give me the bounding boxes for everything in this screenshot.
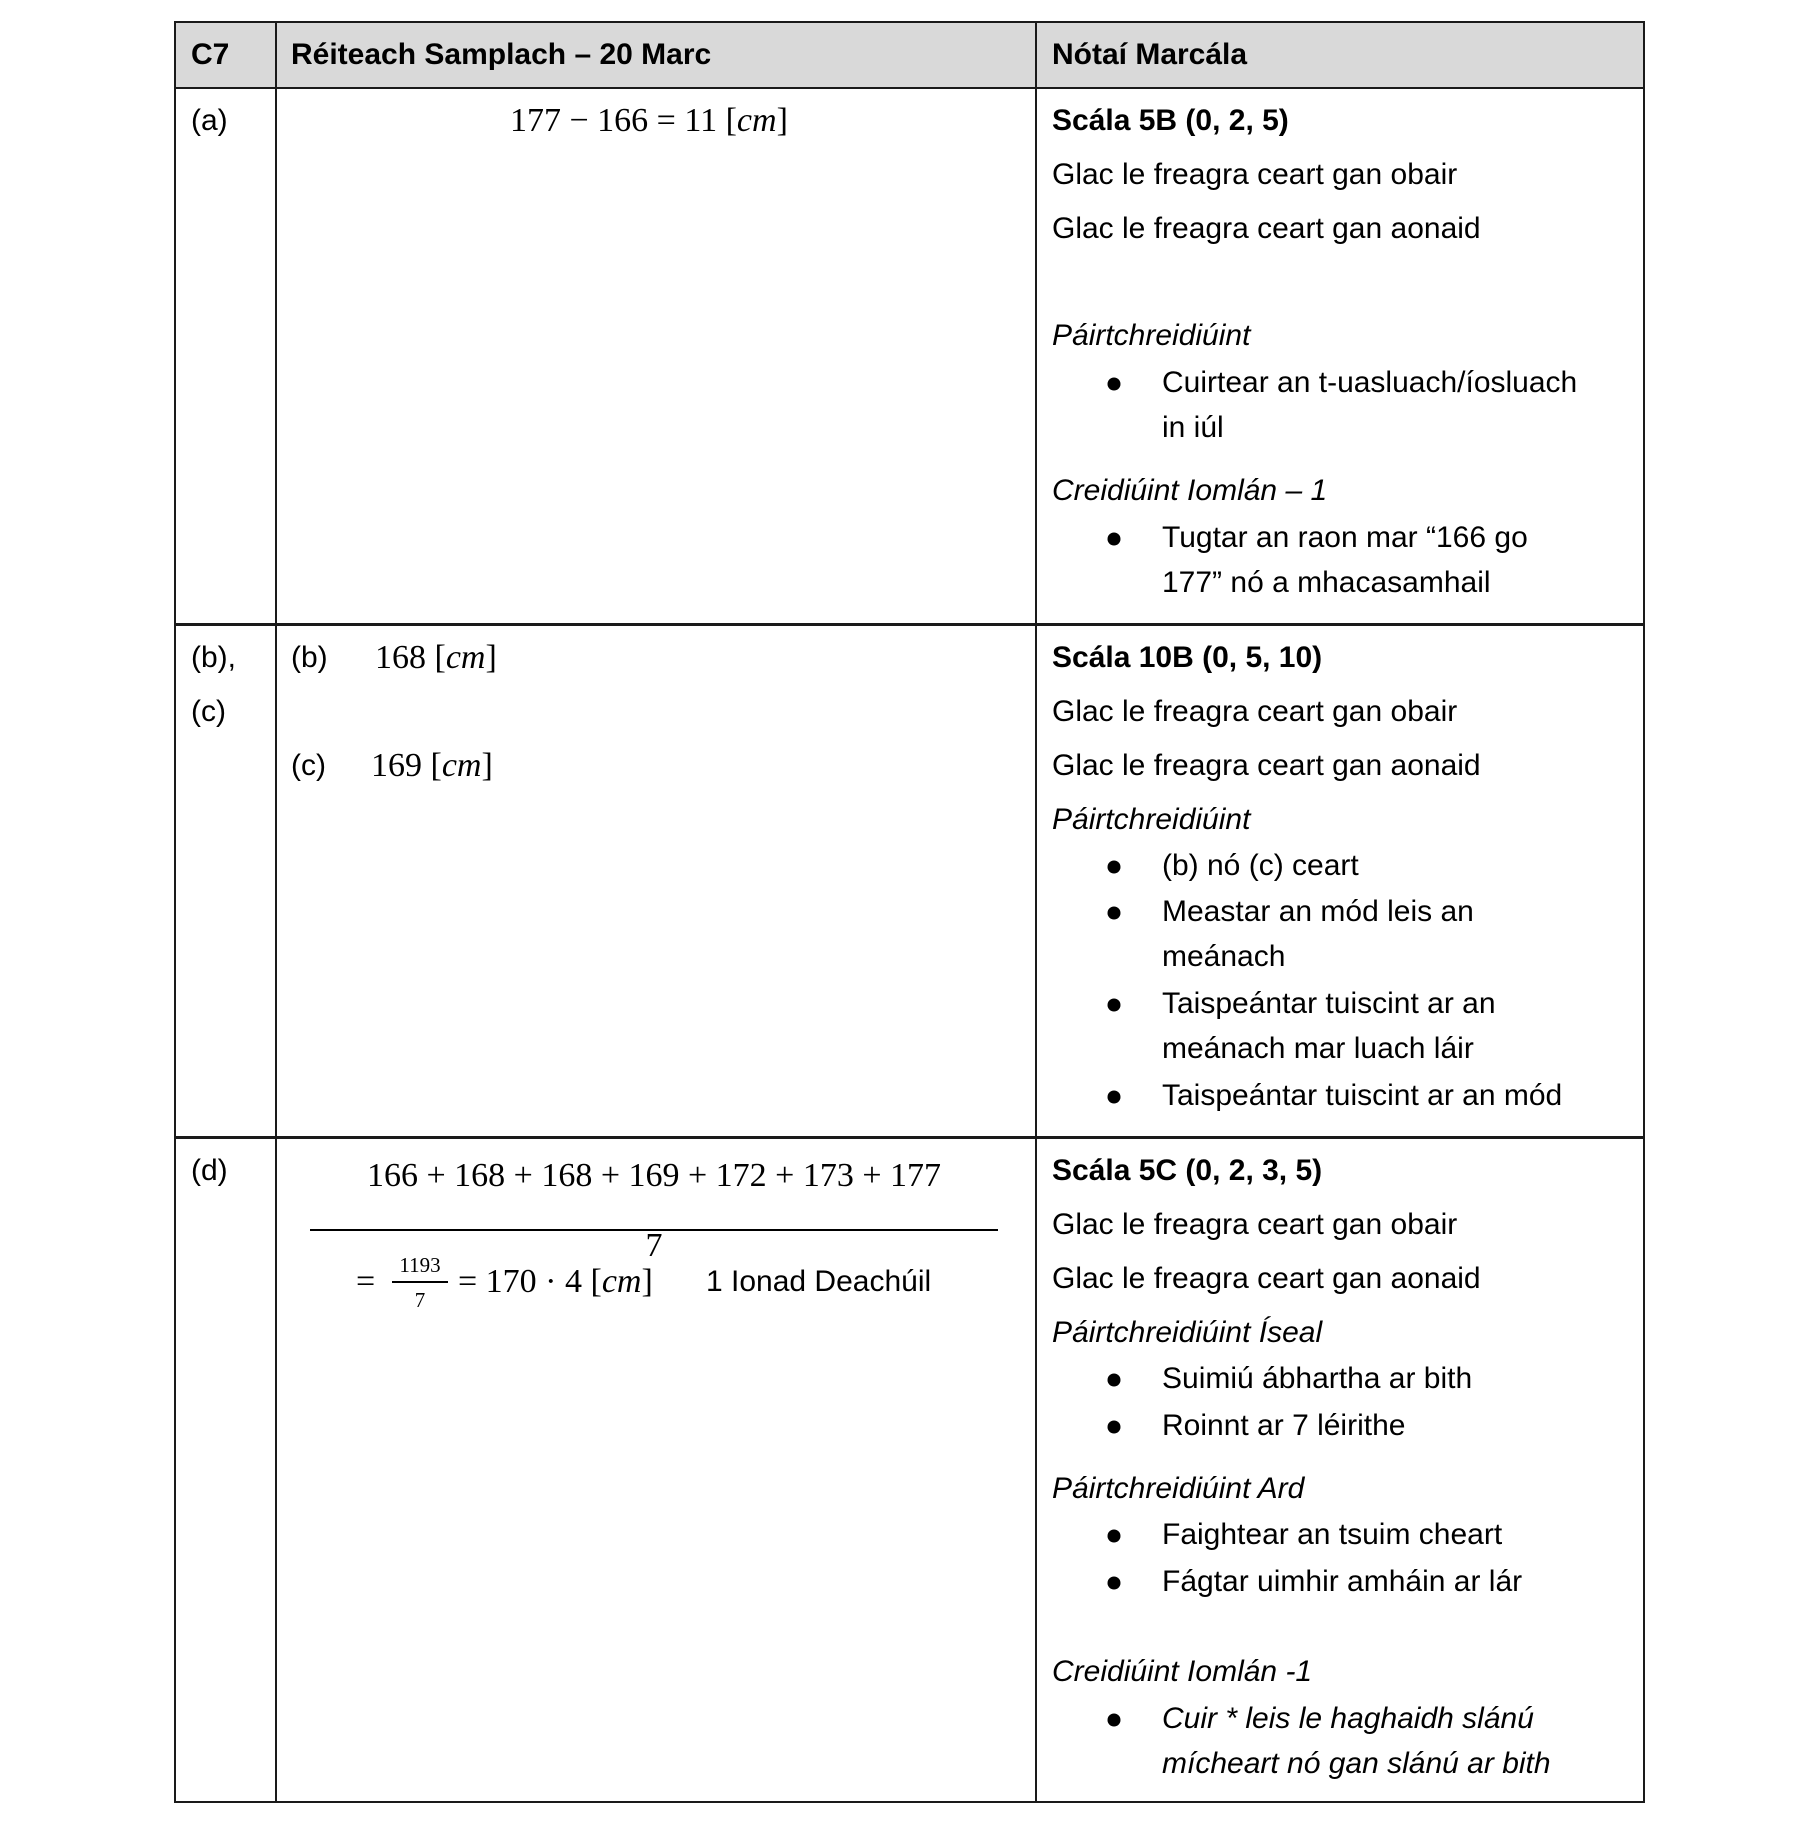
full-item-a-1-cont: 177” nó a mhacasamhail bbox=[1162, 566, 1491, 599]
solution-c-label: (c) bbox=[291, 749, 326, 782]
fraction-bar-small bbox=[392, 1281, 448, 1283]
bullet-icon bbox=[1108, 1421, 1121, 1434]
scale-bc: Scála 10B (0, 5, 10) bbox=[1052, 641, 1323, 674]
accept-no-units-d: Glac le freagra ceart gan aonaid bbox=[1052, 1262, 1481, 1295]
equals-sign: = bbox=[356, 1263, 376, 1300]
header-sample-solution: Réiteach Samplach – 20 Marc bbox=[291, 38, 712, 71]
accept-no-work-d: Glac le freagra ceart gan obair bbox=[1052, 1208, 1458, 1241]
fraction-denominator: 7 bbox=[414, 1288, 426, 1312]
solution-b-value: 168 [cm] bbox=[375, 639, 497, 676]
row-divider bbox=[176, 1136, 1643, 1139]
solution-a: 177 − 166 = 11 [cm] bbox=[510, 102, 788, 139]
bullet-icon bbox=[1108, 1714, 1121, 1727]
full-item-a-1: Tugtar an raon mar “166 go bbox=[1162, 521, 1528, 554]
bullet-icon bbox=[1108, 1374, 1121, 1387]
part-label-bc-1: (b), bbox=[191, 641, 236, 674]
partial-item-bc-4: Taispeántar tuiscint ar an mód bbox=[1162, 1079, 1563, 1112]
decimal-place-note: 1 Ionad Deachúil bbox=[706, 1265, 932, 1298]
bullet-icon bbox=[1108, 378, 1121, 391]
partial-item-bc-2-cont: meánach bbox=[1162, 940, 1286, 973]
column-divider bbox=[275, 23, 277, 1801]
partial-credit-heading-bc: Páirtchreidiúint bbox=[1052, 803, 1251, 836]
mean-numerator: 166 + 168 + 168 + 169 + 172 + 173 + 177 bbox=[366, 1157, 942, 1194]
full-credit-heading-a: Creidiúint Iomlán – 1 bbox=[1052, 474, 1328, 507]
bullet-icon bbox=[1108, 1577, 1121, 1590]
full-credit-heading-d: Creidiúint Iomlán -1 bbox=[1052, 1655, 1313, 1688]
partial-item-bc-3: Taispeántar tuiscint ar an bbox=[1162, 987, 1496, 1020]
fraction-numerator: 1193 bbox=[399, 1253, 441, 1277]
mean-result: = 170 · 4 [cm] bbox=[458, 1263, 653, 1300]
header-marking-notes: Nótaí Marcála bbox=[1052, 38, 1248, 71]
low-partial-heading-d: Páirtchreidiúint Íseal bbox=[1052, 1316, 1323, 1349]
bullet-icon bbox=[1108, 999, 1121, 1012]
mean-denominator: 7 bbox=[645, 1227, 663, 1264]
bullet-icon bbox=[1108, 1091, 1121, 1104]
high-partial-item-d-2: Fágtar uimhir amháin ar lár bbox=[1162, 1565, 1523, 1598]
part-label-a: (a) bbox=[191, 104, 228, 137]
partial-item-bc-3-cont: meánach mar luach láir bbox=[1162, 1032, 1474, 1065]
solution-c-value: 169 [cm] bbox=[371, 747, 493, 784]
bullet-icon bbox=[1108, 1530, 1121, 1543]
header-question-number: C7 bbox=[191, 38, 230, 71]
scale-a: Scála 5B (0, 2, 5) bbox=[1052, 104, 1289, 137]
partial-item-bc-2: Meastar an mód leis an bbox=[1162, 895, 1474, 928]
full-item-d-1: Cuir * leis le haghaidh slánú bbox=[1162, 1702, 1534, 1735]
scale-d: Scála 5C (0, 2, 3, 5) bbox=[1052, 1154, 1323, 1187]
partial-credit-heading-a: Páirtchreidiúint bbox=[1052, 319, 1251, 352]
solution-b-label: (b) bbox=[291, 641, 328, 674]
low-partial-item-d-1: Suimiú ábhartha ar bith bbox=[1162, 1362, 1473, 1395]
partial-item-bc-1: (b) nó (c) ceart bbox=[1162, 849, 1359, 882]
low-partial-item-d-2: Roinnt ar 7 léirithe bbox=[1162, 1409, 1406, 1442]
accept-no-units-a: Glac le freagra ceart gan aonaid bbox=[1052, 212, 1481, 245]
partial-item-a-1: Cuirtear an t-uasluach/íosluach bbox=[1162, 366, 1578, 399]
bullet-icon bbox=[1108, 861, 1121, 874]
full-item-d-1-cont: mícheart nó gan slánú ar bith bbox=[1162, 1747, 1551, 1780]
accept-no-units-bc: Glac le freagra ceart gan aonaid bbox=[1052, 749, 1481, 782]
high-partial-heading-d: Páirtchreidiúint Ard bbox=[1052, 1472, 1305, 1505]
row-divider bbox=[176, 623, 1643, 626]
part-label-d: (d) bbox=[191, 1154, 228, 1187]
bullet-icon bbox=[1108, 907, 1121, 920]
column-divider bbox=[1035, 23, 1037, 1801]
part-label-bc-2: (c) bbox=[191, 695, 226, 728]
high-partial-item-d-1: Faightear an tsuim cheart bbox=[1162, 1518, 1503, 1551]
bullet-icon bbox=[1108, 533, 1121, 546]
partial-item-a-1-cont: in iúl bbox=[1162, 411, 1224, 444]
accept-no-work-bc: Glac le freagra ceart gan obair bbox=[1052, 695, 1458, 728]
accept-no-work-a: Glac le freagra ceart gan obair bbox=[1052, 158, 1458, 191]
